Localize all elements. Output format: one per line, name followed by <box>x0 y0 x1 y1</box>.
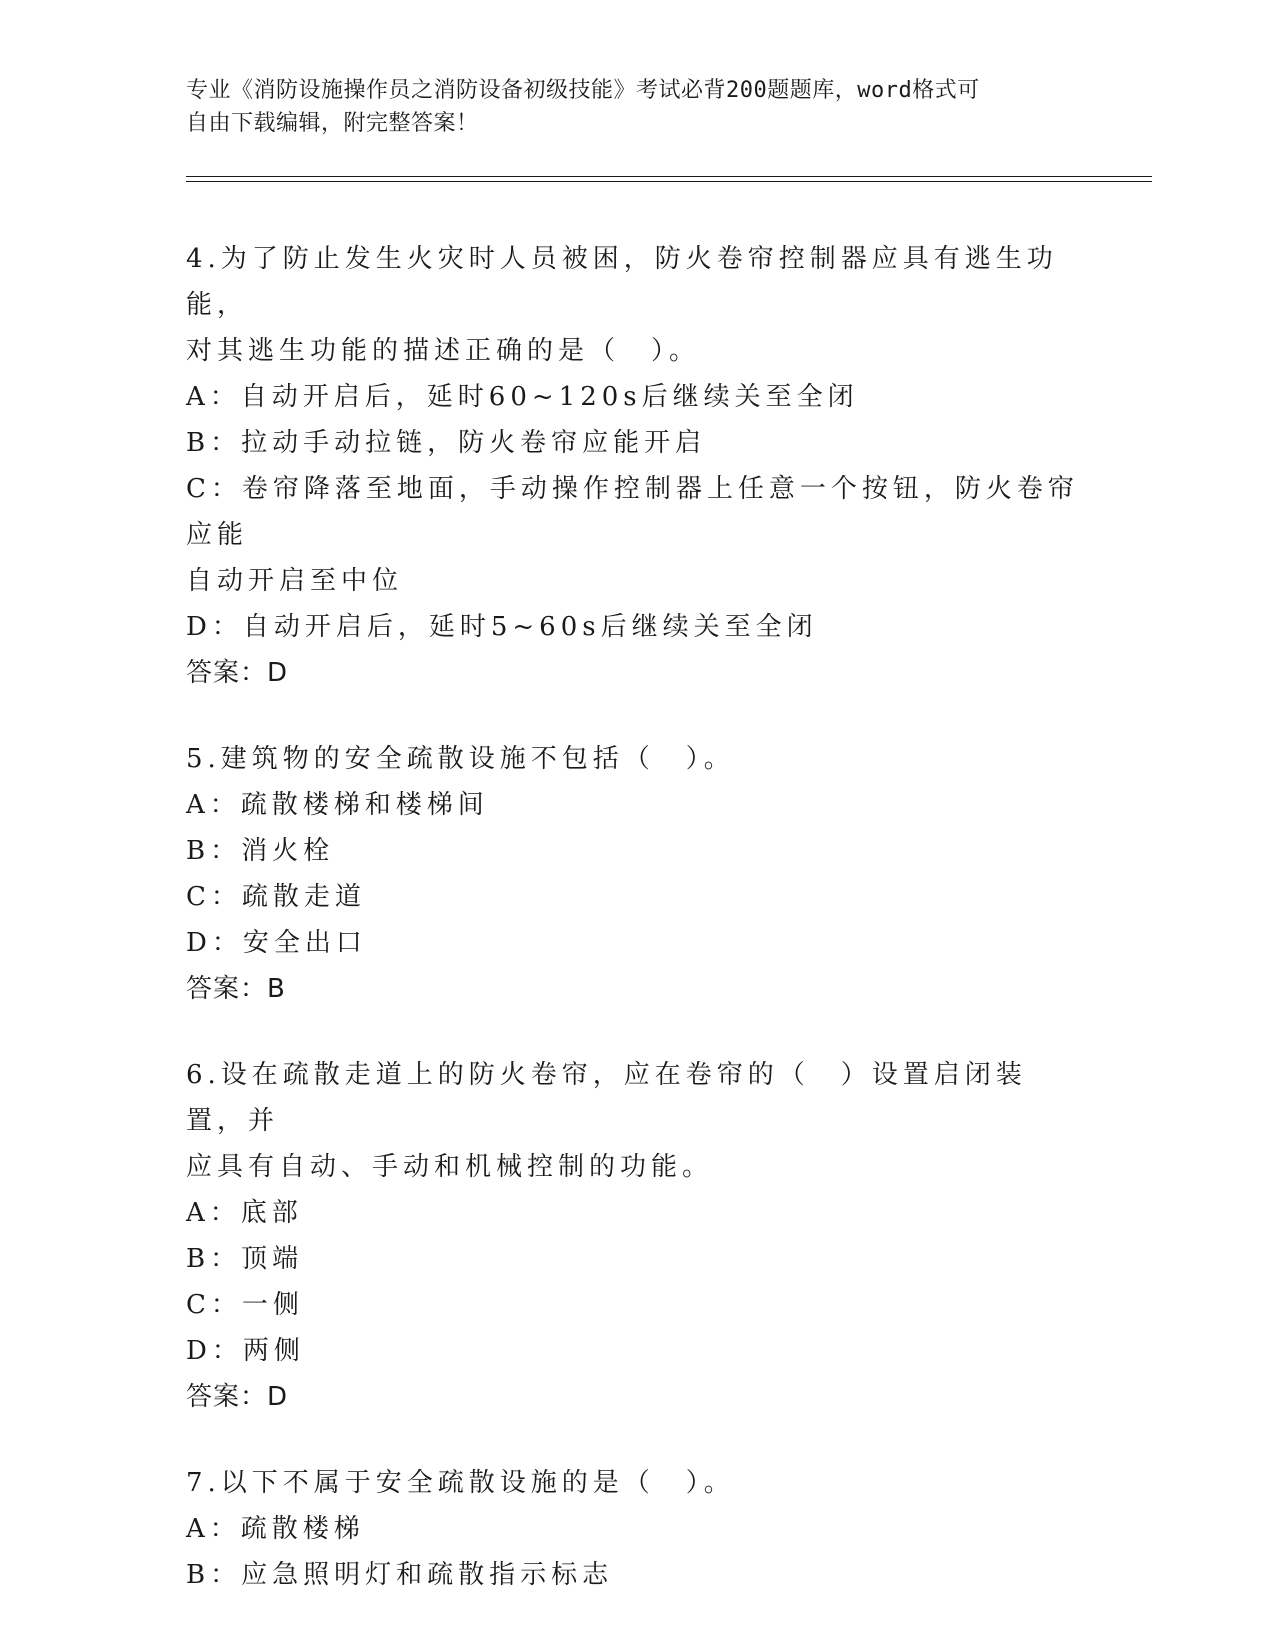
answer-line: 答案：D <box>186 658 289 688</box>
question-stem-line-1: 4.为了防止发生火灾时人员被困，防火卷帘控制器应具有逃生功能， <box>186 244 1058 320</box>
document-header <box>186 74 1086 140</box>
option-c: C：疏散走道 <box>186 882 366 912</box>
option-a: A：自动开启后，延时60~120s后继续关至全闭 <box>186 382 859 412</box>
option-a: A：底部 <box>186 1198 303 1228</box>
question-7 <box>186 1460 1086 1598</box>
option-c: C：一侧 <box>186 1290 304 1320</box>
option-b: B：顶端 <box>186 1244 304 1274</box>
question-list <box>186 236 1086 1638</box>
option-d: D：安全出口 <box>186 928 367 958</box>
question-stem-line-1: 6.设在疏散走道上的防火卷帘，应在卷帘的（ ）设置启闭装置，并 <box>186 1060 1027 1136</box>
header-line-1: 专业《消防设施操作员之消防设备初级技能》考试必背200题题库，word格式可 <box>186 78 980 103</box>
question-6 <box>186 1052 1086 1420</box>
option-b: B：拉动手动拉链，防火卷帘应能开启 <box>186 428 707 458</box>
option-b: B：应急照明灯和疏散指示标志 <box>186 1560 614 1590</box>
option-d: D：自动开启后，延时5~60s后继续关至全闭 <box>186 612 818 642</box>
header-line-2: 自由下载编辑，附完整答案！ <box>186 111 479 136</box>
answer-line: 答案：D <box>186 1382 289 1412</box>
question-stem-line-1: 7.以下不属于安全疏散设施的是（ ）。 <box>186 1468 735 1498</box>
question-stem-line-2: 对其逃生功能的描述正确的是（ ）。 <box>186 336 701 366</box>
option-c-line-1: C：卷帘降落至地面，手动操作控制器上任意一个按钮，防火卷帘应能 <box>186 474 1079 550</box>
question-4 <box>186 236 1086 696</box>
option-a: A：疏散楼梯和楼梯间 <box>186 790 489 820</box>
header-rule-top <box>186 176 1152 177</box>
answer-line: 答案：B <box>186 974 286 1004</box>
option-b: B：消火栓 <box>186 836 335 866</box>
question-stem-line-2: 应具有自动、手动和机械控制的功能。 <box>186 1152 714 1182</box>
question-5 <box>186 736 1086 1012</box>
option-d: D：两侧 <box>186 1336 305 1366</box>
question-stem-line-1: 5.建筑物的安全疏散设施不包括（ ）。 <box>186 744 735 774</box>
option-a: A：疏散楼梯 <box>186 1514 365 1544</box>
header-rule-bottom <box>186 181 1152 182</box>
option-c-line-2: 自动开启至中位 <box>186 566 404 596</box>
